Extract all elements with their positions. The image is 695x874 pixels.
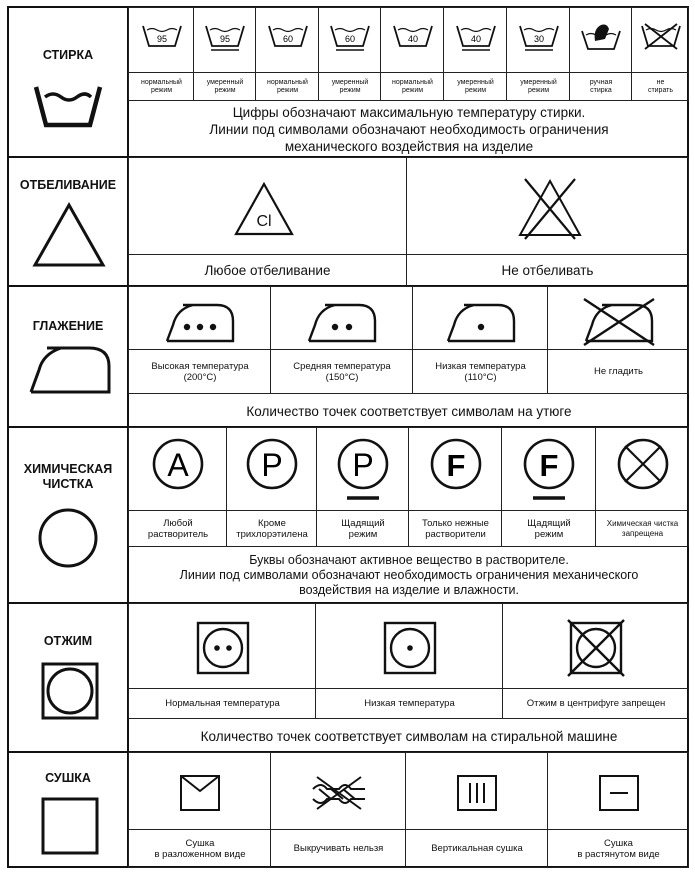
wash-caption: умеренный режим [444,72,507,100]
iron-cell [270,286,413,394]
spin-cell [502,603,689,719]
svg-text:F: F [446,448,465,483]
washing-note: Цифры обозначают максимальную температуру стирки. Линии под символами обозначают необходимость ограничения механического воздействия на изделие [209,104,609,154]
drycleaning-cell [128,427,227,547]
svg-text:60: 60 [344,34,356,44]
wash-temp-icon [129,16,194,58]
dry-flat-icon [129,765,271,821]
wash-caption: умеренный режим [507,72,570,100]
iron-caption: Средняя температура (150°С) [271,349,413,393]
spin-caption: Низкая температура [316,688,503,718]
spin-caption: Отжим в центрифуге запрещен [503,688,689,718]
drycleaning-letter-icon [409,432,502,506]
bleaching-section [7,156,689,287]
drycleaning-letter-icon [129,432,227,506]
triangle-icon [31,200,107,270]
square-icon [39,795,101,857]
drycleaning-letter-icon [227,432,317,506]
iron-icon [27,339,113,399]
drying-caption: Вертикальная сушка [406,829,548,867]
svg-text:F: F [539,448,559,483]
drycleaning-cell [595,427,689,547]
wash-temp-icon [444,16,507,58]
wash-temp-icon [381,16,444,58]
wash-cell [631,7,689,101]
iron-cell [547,286,689,394]
spin-dots-icon [316,614,503,682]
washing-title: СТИРКА [42,48,94,62]
drying-cell [547,752,689,868]
svg-text:40: 40 [470,34,481,44]
no-iron-icon [548,295,689,349]
dryer-icon [39,660,101,722]
drycleaning-section [7,426,689,604]
drying-cell [128,752,271,868]
drycleaning-title: ХИМИЧЕСКАЯ ЧИСТКА [23,462,113,491]
svg-text:30: 30 [533,34,544,44]
no-drycleaning-icon [596,432,689,506]
bleach-any-cell [128,157,407,287]
drycleaning-caption: Кроме трихлорэтилена [227,510,317,546]
iron-cell [412,286,548,394]
wash-cell [569,7,632,101]
spin-caption: Нормальная температура [129,688,316,718]
wash-temp-icon [507,16,570,58]
wash-caption: нормальный режим [381,72,444,100]
spinning-category [9,604,129,751]
wash-temp-icon [319,16,381,58]
drycleaning-caption: Химическая чистка запрещена [596,510,689,546]
drycleaning-caption: Только нежные растворители [409,510,502,546]
bleach-cl-icon [233,180,295,238]
drycleaning-cell [408,427,502,547]
drying-title: СУШКА [45,771,91,785]
drycleaning-caption: Щадящий режим [317,510,409,546]
wash-cell [128,7,194,101]
iron-caption: Низкая температура (110°С) [413,349,548,393]
spinning-section [7,602,689,753]
ironing-note: Количество точек соответствует символам на утюге [129,393,689,428]
spin-dots-icon [129,614,316,682]
drycleaning-letter-icon [502,432,596,506]
washing-category [9,8,129,156]
wash-temp-icon [256,16,319,58]
spin-cell [315,603,503,719]
svg-text:40: 40 [407,34,418,44]
iron-dots-icon [271,295,413,349]
drying-cell [405,752,548,868]
bleaching-title: ОТБЕЛИВАНИЕ [19,178,117,192]
bleach-no-caption: Не отбеливать [407,254,688,286]
wash-caption: умеренный режим [319,72,381,100]
wash-cell [380,7,444,101]
drycleaning-cell [316,427,409,547]
iron-cell [128,286,271,394]
drycleaning-letter-icon [317,432,409,506]
bleaching-category [9,158,129,285]
bleach-no-cell [406,157,689,287]
drycleaning-note: Буквы обозначают активное вещество в растворителе. Линии под символами обозначают необходимость ограничения механического воздействия на изделие и влажности. [129,546,689,604]
iron-dots-icon [129,295,271,349]
drycleaning-category [9,428,129,602]
bleach-crossed-icon [515,174,585,242]
wash-caption: нормальный режим [129,72,194,100]
ironing-category [9,287,129,426]
svg-text:P: P [352,447,374,483]
wash-cell [193,7,256,101]
bleach-cl-text: Cl [256,213,272,230]
wash-cell [506,7,570,101]
hand-wash-icon [570,16,632,58]
wash-cell [443,7,507,101]
drying-section [7,751,689,868]
wash-temp-icon [194,16,256,58]
wash-cell [255,7,319,101]
svg-text:P: P [261,447,283,483]
no-spin-icon [503,614,689,682]
drying-caption: Сушка в растянутом виде [548,829,689,867]
iron-caption: Высокая температура (200°С) [129,349,271,393]
wash-caption: нормальный режим [256,72,319,100]
drying-cell [270,752,406,868]
dry-stretched-icon [548,765,689,821]
drycleaning-caption: Щадящий режим [502,510,596,546]
wash-caption: не стирать [632,72,689,100]
wash-cell [318,7,381,101]
spin-cell [128,603,316,719]
svg-text:95: 95 [219,34,231,44]
washtub-icon [33,78,103,133]
iron-caption: Не гладить [548,349,689,393]
iron-dots-icon [413,295,548,349]
bleach-any-caption: Любое отбеливание [129,254,406,286]
drying-caption: Выкручивать нельзя [271,829,406,867]
no-wash-icon [632,16,689,58]
drycleaning-cell [226,427,317,547]
ironing-section [7,285,689,428]
wash-caption: умеренный режим [194,72,256,100]
circle-icon [36,506,100,570]
spinning-title: ОТЖИМ [43,634,93,648]
drying-caption: Сушка в разложенном виде [129,829,271,867]
no-wring-icon [271,765,406,821]
drying-category [9,753,129,866]
drip-dry-icon [406,765,548,821]
washing-section [7,6,689,158]
drycleaning-cell [501,427,596,547]
wash-caption: ручная стирка [570,72,632,100]
ironing-title: ГЛАЖЕНИЕ [32,319,104,333]
svg-text:95: 95 [156,34,167,44]
drycleaning-caption: Любой растворитель [129,510,227,546]
spinning-note: Количество точек соответствует символам на стиральной машине [129,718,689,753]
svg-text:A: A [167,447,189,483]
svg-text:60: 60 [282,34,293,44]
